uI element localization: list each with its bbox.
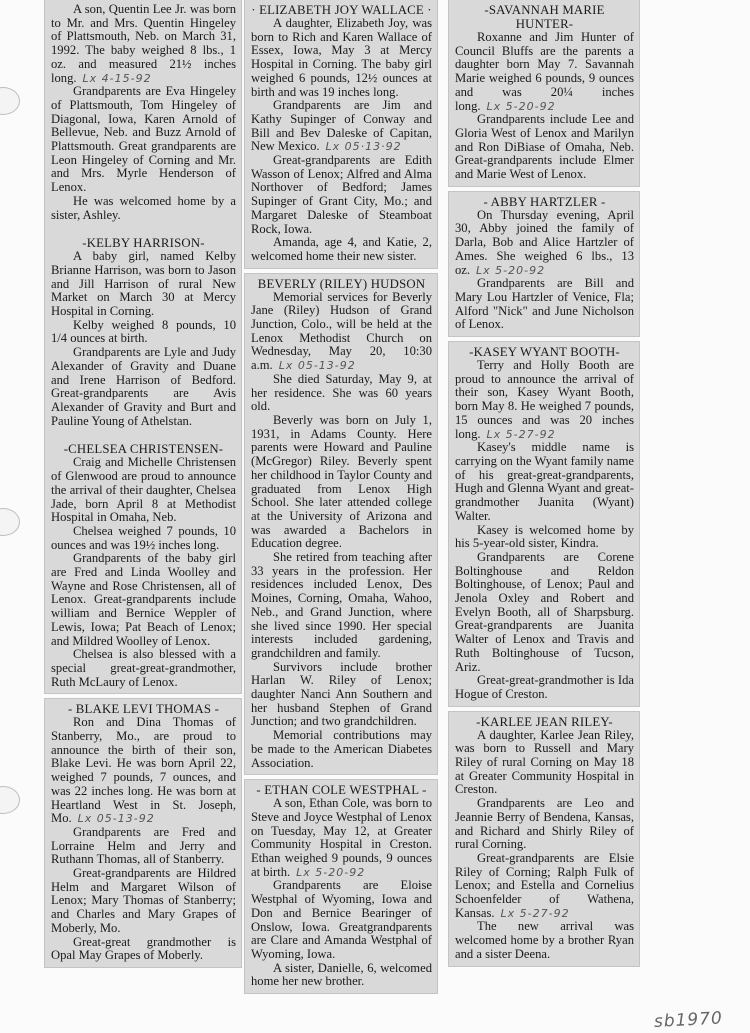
clipping-paragraph — [251, 291, 432, 373]
clipping-paragraph — [455, 729, 634, 798]
paragraph-text: Grandparents are Lyle and Judy Alexander of Gravity and Duane and Irene Harrison of Bedford. Great-grandparents are Avis Alexander of Gravity and Burt and Pauline Young of Athelstan. — [51, 345, 236, 428]
paragraph-text: Kelby weighed 8 pounds, 10 1/4 ounces at birth. — [51, 317, 236, 346]
clipping-riley — [449, 712, 639, 966]
paragraph-text: Grandparents are Fred and Lorraine Helm and Jerry and Ruthann Thomas, all of Stanberry. — [51, 824, 236, 867]
clipping-group-col1 — [45, 0, 241, 693]
clipping-heading: -KELBY HARRISON- — [82, 236, 205, 251]
paragraph-text: A son, Ethan Cole, was born to Steve and Joyce Westphal of Lenox on Tuesday, May 12, at Greater Community Hospital in Creston. Ethan weighed 9 pounds, 9 ounces at birth. — [251, 796, 432, 879]
clipping-paragraph — [51, 85, 236, 195]
paragraph-text: Kasey is welcomed home by his 5-year-old sister, Kindra. — [455, 522, 634, 551]
paragraph-text: Roxanne and Jim Hunter of Council Bluffs are the parents a daughter born May 7. Savannah Marie weighed 6 pounds, 9 ounces and was 20¼ inches long. — [455, 30, 634, 113]
column-3 — [449, 0, 724, 1032]
column-1 — [45, 0, 241, 967]
paragraph-text: Grandparents are Jim and Kathy Supinger of Conway and Bill and Bev Daleske of Capitan, New Mexico. — [251, 98, 432, 154]
clipping-booth — [449, 342, 639, 706]
clipping-paragraph — [51, 716, 236, 826]
clipping-paragraph — [455, 441, 634, 523]
handwritten-date-note: Lx 5-27-92 — [500, 906, 570, 920]
clipping-paragraph — [455, 920, 634, 961]
paragraph-text: Kasey's middle name is carrying on the Wyant family name of his great-great-grandparents, Hugh and Glenna Wyant and great-grandmother Juanita (Wyant) Walter. — [455, 440, 634, 523]
clipping-paragraph — [251, 414, 432, 551]
scrapbook-mark: sb1970 — [653, 1008, 724, 1032]
clipping-hudson — [245, 274, 437, 775]
paragraph-text: Ron and Dina Thomas of Stanberry, Mo., are proud to announce the birth of their son, Blake Levi. He was born April 22, weighed 7 pounds, 7 ounces, and was 22 inches long. He was born at Heartland West in St. Joseph, Mo. — [51, 715, 236, 826]
paragraph-text: A son, Quentin Lee Jr. was born to Mr. and Mrs. Quentin Hingeley of Plattsmouth, Neb. on March 31, 1992. The baby weighed 8 lbs., 1 oz. and measured 21½ inches long. — [51, 2, 236, 85]
paragraph-text: Memorial contributions may be made to the American Diabetes Association. — [251, 728, 432, 770]
clipping-paragraph — [455, 359, 634, 441]
clipping-paragraph — [455, 113, 634, 182]
paragraph-text: Craig and Michelle Christensen of Glenwood are proud to announce the arrival of their daughter, Chelsea Jade, born April 8 at Methodist Hospital in Omaha, Neb. — [51, 455, 236, 525]
clipping-westphal — [245, 780, 437, 993]
paragraph-text: A daughter, Elizabeth Joy, was born to Rich and Karen Wallace of Essex, Iowa, May 3 at Mercy Hospital in Corning. The baby girl weighed 6 pounds, 12½ ounces at birth and was 19 inches long. — [251, 16, 432, 99]
clipping-paragraph — [51, 552, 236, 648]
handwritten-date-note: Lx 4-15-92 — [82, 71, 152, 85]
clipping-paragraph — [51, 525, 236, 552]
clipping-paragraph — [51, 826, 236, 867]
clipping-paragraph — [51, 195, 236, 222]
clipping-paragraph — [251, 551, 432, 661]
paragraph-text: Terry and Holly Booth are proud to announce the arrival of their son, Kasey Wyant Booth, born May 8. He weighed 7 pounds, 15 ounces and was 20 inches long. — [455, 358, 634, 441]
paragraph-text: Amanda, age 4, and Katie, 2, welcomed home their new sister. — [251, 235, 432, 263]
paragraph-text: Grandparents are Bill and Mary Lou Hartzler of Venice, Fla; Alford "Nick" and June Nicholson of Lenox. — [455, 276, 634, 332]
paragraph-text: A sister, Danielle, 6, welcomed home her new brother. — [251, 960, 432, 989]
clipping-heading: BEVERLY (RILEY) HUDSON — [257, 276, 426, 291]
paragraph-text: Grandparents are Eva Hingeley of Plattsmouth, Tom Hingeley of Diagonal, Iowa, Karen Arnold of Bellevue, Neb. and Buzz Arnold of Plattsmouth. Great grandparents are Leon Hingeley of Corning and Mr. and Mrs. Myrle Henderson of Lenox. — [51, 84, 236, 195]
handwritten-date-note: Lx 05-13-92 — [278, 359, 356, 373]
clipping-paragraph — [251, 661, 432, 730]
clipping-paragraph — [51, 346, 236, 428]
clipping-wallace — [245, 0, 437, 268]
clipping-paragraph — [251, 373, 432, 414]
clipping-heading: · ELIZABETH JOY WALLACE · — [251, 3, 432, 17]
paragraph-text: Grandparents include Lee and Gloria West of Lenox and Marilyn and Ron DiBiase of Omaha, Neb. Great-grandparents include Elmer and Marie West of Lenox. — [455, 112, 634, 182]
clipping-paragraph — [251, 154, 432, 236]
clipping-hartzler — [449, 192, 639, 336]
paragraph-text: Great-grandparents are Hildred Helm and Margaret Wilson of Lenox; Mary Thomas of Stanberry; and Charles and Mary Grapes of Moberly, Mo. — [51, 866, 236, 935]
clipping-paragraph — [455, 674, 634, 701]
clipping-christensen — [51, 442, 236, 689]
column-2 — [245, 0, 437, 993]
paragraph-text: Great-grandparents are Edith Wasson of Lenox; Alfred and Alma Northover of Bedford; James Supinger of Grant City, Mo.; and Margaret Daleske of Steamboat Rock, Iowa. — [251, 153, 432, 236]
binder-hole — [0, 87, 20, 115]
binder-hole — [0, 508, 20, 536]
clipping-heading: -KASEY WYANT BOOTH- — [469, 345, 620, 360]
paragraph-text: Grandparents are Corene Boltinghouse and Reldon Boltinghouse, of Lenox; Paul and Jenola Oxley and Robert and Evelyn Booth, all of Sharpsburg. Great-grandparents are Juanita Walter of Lenox and Travis and Ruth Boltinghouse of Tucson, Ariz. — [455, 549, 634, 674]
paragraph-text: A daughter, Karlee Jean Riley, was born to Russell and Mary Riley of rural Corning on May 18 at Greater Community Hospital in Creston. — [455, 727, 634, 797]
handwritten-date-note: Lx 5-20-92 — [296, 865, 366, 879]
clipping-hunter — [449, 0, 639, 186]
clipping-heading: - ABBY HARTZLER - — [483, 194, 606, 209]
clipping-paragraph — [51, 319, 236, 346]
handwritten-date-note: Lx 05-13-92 — [77, 812, 155, 826]
paragraph-text: Great-grandparents are Elsie Riley of Corning; Ralph Fulk of Lenox; and Estella and Cornelius Schoenfelder of Wathena, Kansas. — [455, 850, 634, 920]
handwritten-date-note: Lx 5-20-92 — [486, 99, 556, 113]
clipping-heading: - BLAKE LEVI THOMAS - — [67, 702, 220, 717]
clipping-paragraph — [455, 797, 634, 852]
clipping-paragraph — [455, 31, 634, 113]
paragraph-text: Grandparents are Eloise Westphal of Wyoming, Iowa and Don and Bernice Bearinger of Onslow, Iowa. Greatgrandparents are Clare and Amanda Westphal of Wyoming, Iowa. — [251, 878, 432, 961]
paragraph-text: She died Saturday, May 9, at her residence. She was 60 years old. — [251, 371, 432, 414]
clipping-paragraph — [455, 852, 634, 921]
clipping-paragraph — [251, 99, 432, 154]
clipping-paragraph — [455, 277, 634, 332]
clipping-paragraph — [51, 456, 236, 525]
clipping-heading: -KARLEE JEAN RILEY- — [476, 714, 613, 729]
paragraph-text: On Thursday evening, April 30, Abby joined the family of Darla, Bob and Alice Hartzler of Ames. She weighed 6 lbs., 13 oz. — [455, 207, 634, 277]
clipping-thomas — [45, 699, 241, 967]
clipping-paragraph — [51, 3, 236, 85]
clipping-paragraph — [51, 867, 236, 936]
paragraph-text: Chelsea is also blessed with a special great-great-grandmother, Ruth McLaury of Lenox. — [51, 647, 236, 689]
paragraph-text: Chelsea weighed 7 pounds, 10 ounces and was 19½ inches long. — [51, 523, 236, 552]
clipping-heading: -CHELSEA CHRISTENSEN- — [63, 442, 224, 457]
paragraph-text: Beverly was born on July 1, 1931, in Adams County. Here parents were Howard and Pauline (McGregor) Riley. Beverly spent her childhood in Taylor County and graduated from Lenox High School. She later attended college at the University of Arizona and was awarded a Bachelors in Education degree. — [251, 412, 432, 551]
clipping-paragraph — [455, 551, 634, 674]
handwritten-date-note: Lx 5-20-92 — [476, 263, 546, 277]
clipping-paragraph — [251, 879, 432, 961]
clipping-paragraph — [455, 209, 634, 278]
clipping-paragraph — [251, 962, 432, 989]
clipping-paragraph — [51, 250, 236, 319]
binder-hole — [0, 786, 20, 814]
clipping-heading: -SAVANNAH MARIE HUNTER- — [484, 3, 605, 31]
paragraph-text: A baby girl, named Kelby Brianne Harrison, was born to Jason and Jill Harrison of rural New Market on March 30 at Mercy Hospital in Corning. — [51, 249, 236, 319]
paragraph-text: She retired from teaching after 33 years in the profession. Her residences included Lenox, Des Moines, Corning, Omaha, Wahoo, Neb., and Grand Junction, where she lived since 1990. Her special interests included gardening, grandchildren and family. — [251, 550, 432, 660]
paragraph-text: Survivors include brother Harlan W. Riley of Lenox; daughter Nanci Ann Southern and her husband Stephen of Grand Junction; and two grandchildren. — [251, 659, 432, 729]
paragraph-text: Great-great grandmother is Opal May Grapes of Moberly. — [51, 934, 236, 963]
paragraph-text: Great-great-grandmother is Ida Hogue of Creston. — [455, 673, 634, 701]
clipping-paragraph — [251, 797, 432, 879]
clipping-paragraph — [455, 524, 634, 551]
handwritten-date-note: Lx 05·13·92 — [325, 140, 402, 154]
clipping-hingeley — [51, 3, 236, 222]
clipping-paragraph — [251, 17, 432, 99]
clipping-paragraph — [51, 936, 236, 963]
paragraph-text: The new arrival was welcomed home by a brother Ryan and a sister Deena. — [455, 919, 634, 961]
handwritten-date-note: Lx 5-27-92 — [486, 427, 556, 441]
paragraph-text: He was welcomed home by a sister, Ashley. — [51, 193, 236, 222]
clipping-paragraph — [251, 236, 432, 263]
clipping-paragraph — [51, 648, 236, 689]
clipping-heading: - ETHAN COLE WESTPHAL - — [256, 783, 427, 798]
paragraph-text: Grandparents are Leo and Jeannie Berry of Bendena, Kansas, and Richard and Shirly Riley of rural Corning. — [455, 796, 634, 852]
clipping-paragraph — [251, 729, 432, 770]
clipping-harrison — [51, 236, 236, 428]
paragraph-text: Memorial services for Beverly Jane (Riley) Hudson of Grand Junction, Colo., will be held at the Lenox Methodist Church on Wednesday, May 20, 10:30 a.m. — [251, 289, 432, 373]
paragraph-text: Grandparents of the baby girl are Fred and Linda Woolley and Wayne and Rose Christensen, all of Lenox. Great-grandparents include william and Bernice Weppler of Lewis, Iowa; Pat Beach of Lenox; and Mildred Woolley of Lenox. — [51, 551, 236, 648]
